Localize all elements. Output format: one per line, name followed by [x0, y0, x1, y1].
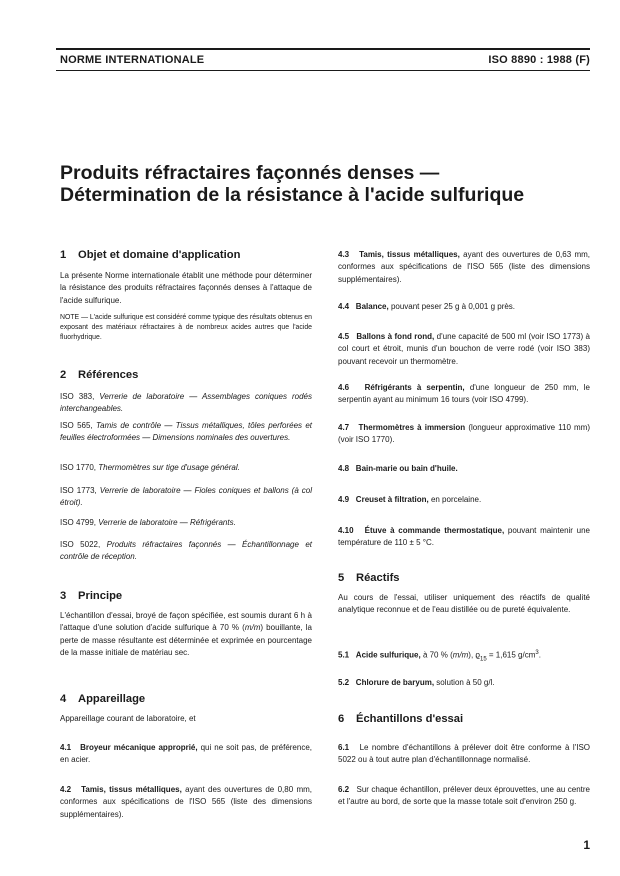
reagent-item: 5.2 Chlorure de baryum, solution à 50 g/l.	[338, 678, 495, 687]
section-2-heading: 2 Références	[60, 369, 139, 381]
samples-item: 6.1 Le nombre d'échantillons à prélever doit être conforme à l'ISO 5022 ou à tout autre plan d'échantillonnage normalisé.	[338, 743, 591, 765]
reference-item: ISO 1770, Thermomètres sur tige d'usage général.	[60, 463, 240, 472]
header-standard-type: NORME INTERNATIONALE	[60, 54, 205, 66]
title-line-2: Détermination de la résistance à l'acide sulfurique	[60, 184, 525, 206]
apparatus-item: 4.2 Tamis, tissus métalliques, ayant des ouvertures de 0,80 mm, conformes aux spécifications de l'ISO 565 (liste des dimensions supplémentaires).	[60, 785, 313, 819]
header-standard-number: ISO 8890 : 1988 (F)	[488, 54, 590, 66]
apparatus-item: 4.4 Balance, pouvant peser 25 g à 0,001 g près.	[338, 302, 516, 311]
apparatus-item: 4.6 Réfrigérants à serpentin, d'une longueur de 250 mm, le serpentin ayant au minimum 16 tours (voir ISO 4799).	[338, 383, 591, 405]
apparatus-item: 4.8 Bain-marie ou bain d'huile.	[338, 464, 458, 473]
reference-item: ISO 4799, Verrerie de laboratoire — Réfrigérants.	[60, 518, 236, 527]
title-line-1: Produits réfractaires façonnés denses —	[60, 162, 440, 184]
section-1-body: La présente Norme internationale établit une méthode pour déterminer la résistance des produits réfractaires façonnés denses à l'attaque de l'acide sulfurique.	[60, 271, 312, 305]
reference-item: ISO 1773, Verrerie de laboratoire — Fioles coniques et ballons (à col étroit).	[60, 486, 312, 508]
page-number: 1	[583, 838, 590, 852]
apparatus-item: 4.3 Tamis, tissus métalliques, ayant des ouvertures de 0,63 mm, conformes aux spécifications de l'ISO 565 (liste des dimensions supplémentaires).	[338, 250, 591, 284]
section-1-heading: 1 Objet et domaine d'application	[60, 249, 241, 261]
apparatus-item: 4.5 Ballons à fond rond, d'une capacité de 500 ml (voir ISO 1773) à col court et étroit, munis d'un bouchon de verre rodé (voir ISO 383) pouvant recevoir un thermomètre.	[338, 332, 590, 366]
document-title	[60, 162, 580, 206]
header-rule	[56, 48, 590, 50]
section-6-heading: 6 Échantillons d'essai	[338, 713, 464, 725]
apparatus-item: 4.7 Thermomètres à immersion (longueur approximative 110 mm) (voir ISO 1770).	[338, 423, 590, 445]
section-4-intro: Appareillage courant de laboratoire, et	[60, 714, 196, 723]
section-5-intro: Au cours de l'essai, utiliser uniquement des réactifs de qualité analytique reconnue et de l'eau distillée ou de pureté équivalente.	[338, 593, 590, 615]
samples-item: 6.2 Sur chaque échantillon, prélever deux éprouvettes, une au centre et l'autre au bord, de sorte que la masse totale soit d'environ 250 g.	[338, 785, 590, 807]
apparatus-item: 4.1 Broyeur mécanique approprié, qui ne soit pas, de préférence, en acier.	[60, 743, 312, 765]
section-4-heading: 4 Appareillage	[60, 693, 146, 705]
header-rule-bottom	[56, 70, 590, 71]
apparatus-item: 4.9 Creuset à filtration, en porcelaine.	[338, 495, 482, 504]
section-3-heading: 3 Principe	[60, 590, 123, 602]
reference-item: ISO 5022, Produits réfractaires façonnés — Échantillonnage et contrôle de réception.	[60, 540, 313, 562]
apparatus-item: 4.10 Étuve à commande thermostatique, pouvant maintenir une température de 110 ± 5 °C.	[338, 526, 591, 548]
section-5-heading: 5 Réactifs	[338, 572, 400, 584]
reference-item: ISO 565, Tamis de contrôle — Tissus métalliques, tôles perforées et feuilles électroformées — Dimensions nominales des ouvertures.	[60, 421, 313, 443]
section-3-body: L'échantillon d'essai, broyé de façon spécifiée, est soumis durant 6 h à l'attaque d'une solution d'acide sulfurique à 70 % (m/m) bouillante, la perte de masse résultante est déterminée et exprimée en pourcentage de la masse initiale de matériau sec.	[60, 611, 313, 658]
reference-item: ISO 383, Verrerie de laboratoire — Assemblages coniques rodés interchangeables.	[60, 392, 313, 414]
section-1-note: NOTE — L'acide sulfurique est considéré comme typique des résultats obtenus en exposant des matériaux réfractaires à de nombreux acides autres que l'acide fluorhydrique.	[60, 314, 312, 341]
reagent-item: 5.1 Acide sulfurique, à 70 % (m/m), $ϱ_{15} = 1,615$ $g/cm^3$.	[338, 650, 541, 663]
